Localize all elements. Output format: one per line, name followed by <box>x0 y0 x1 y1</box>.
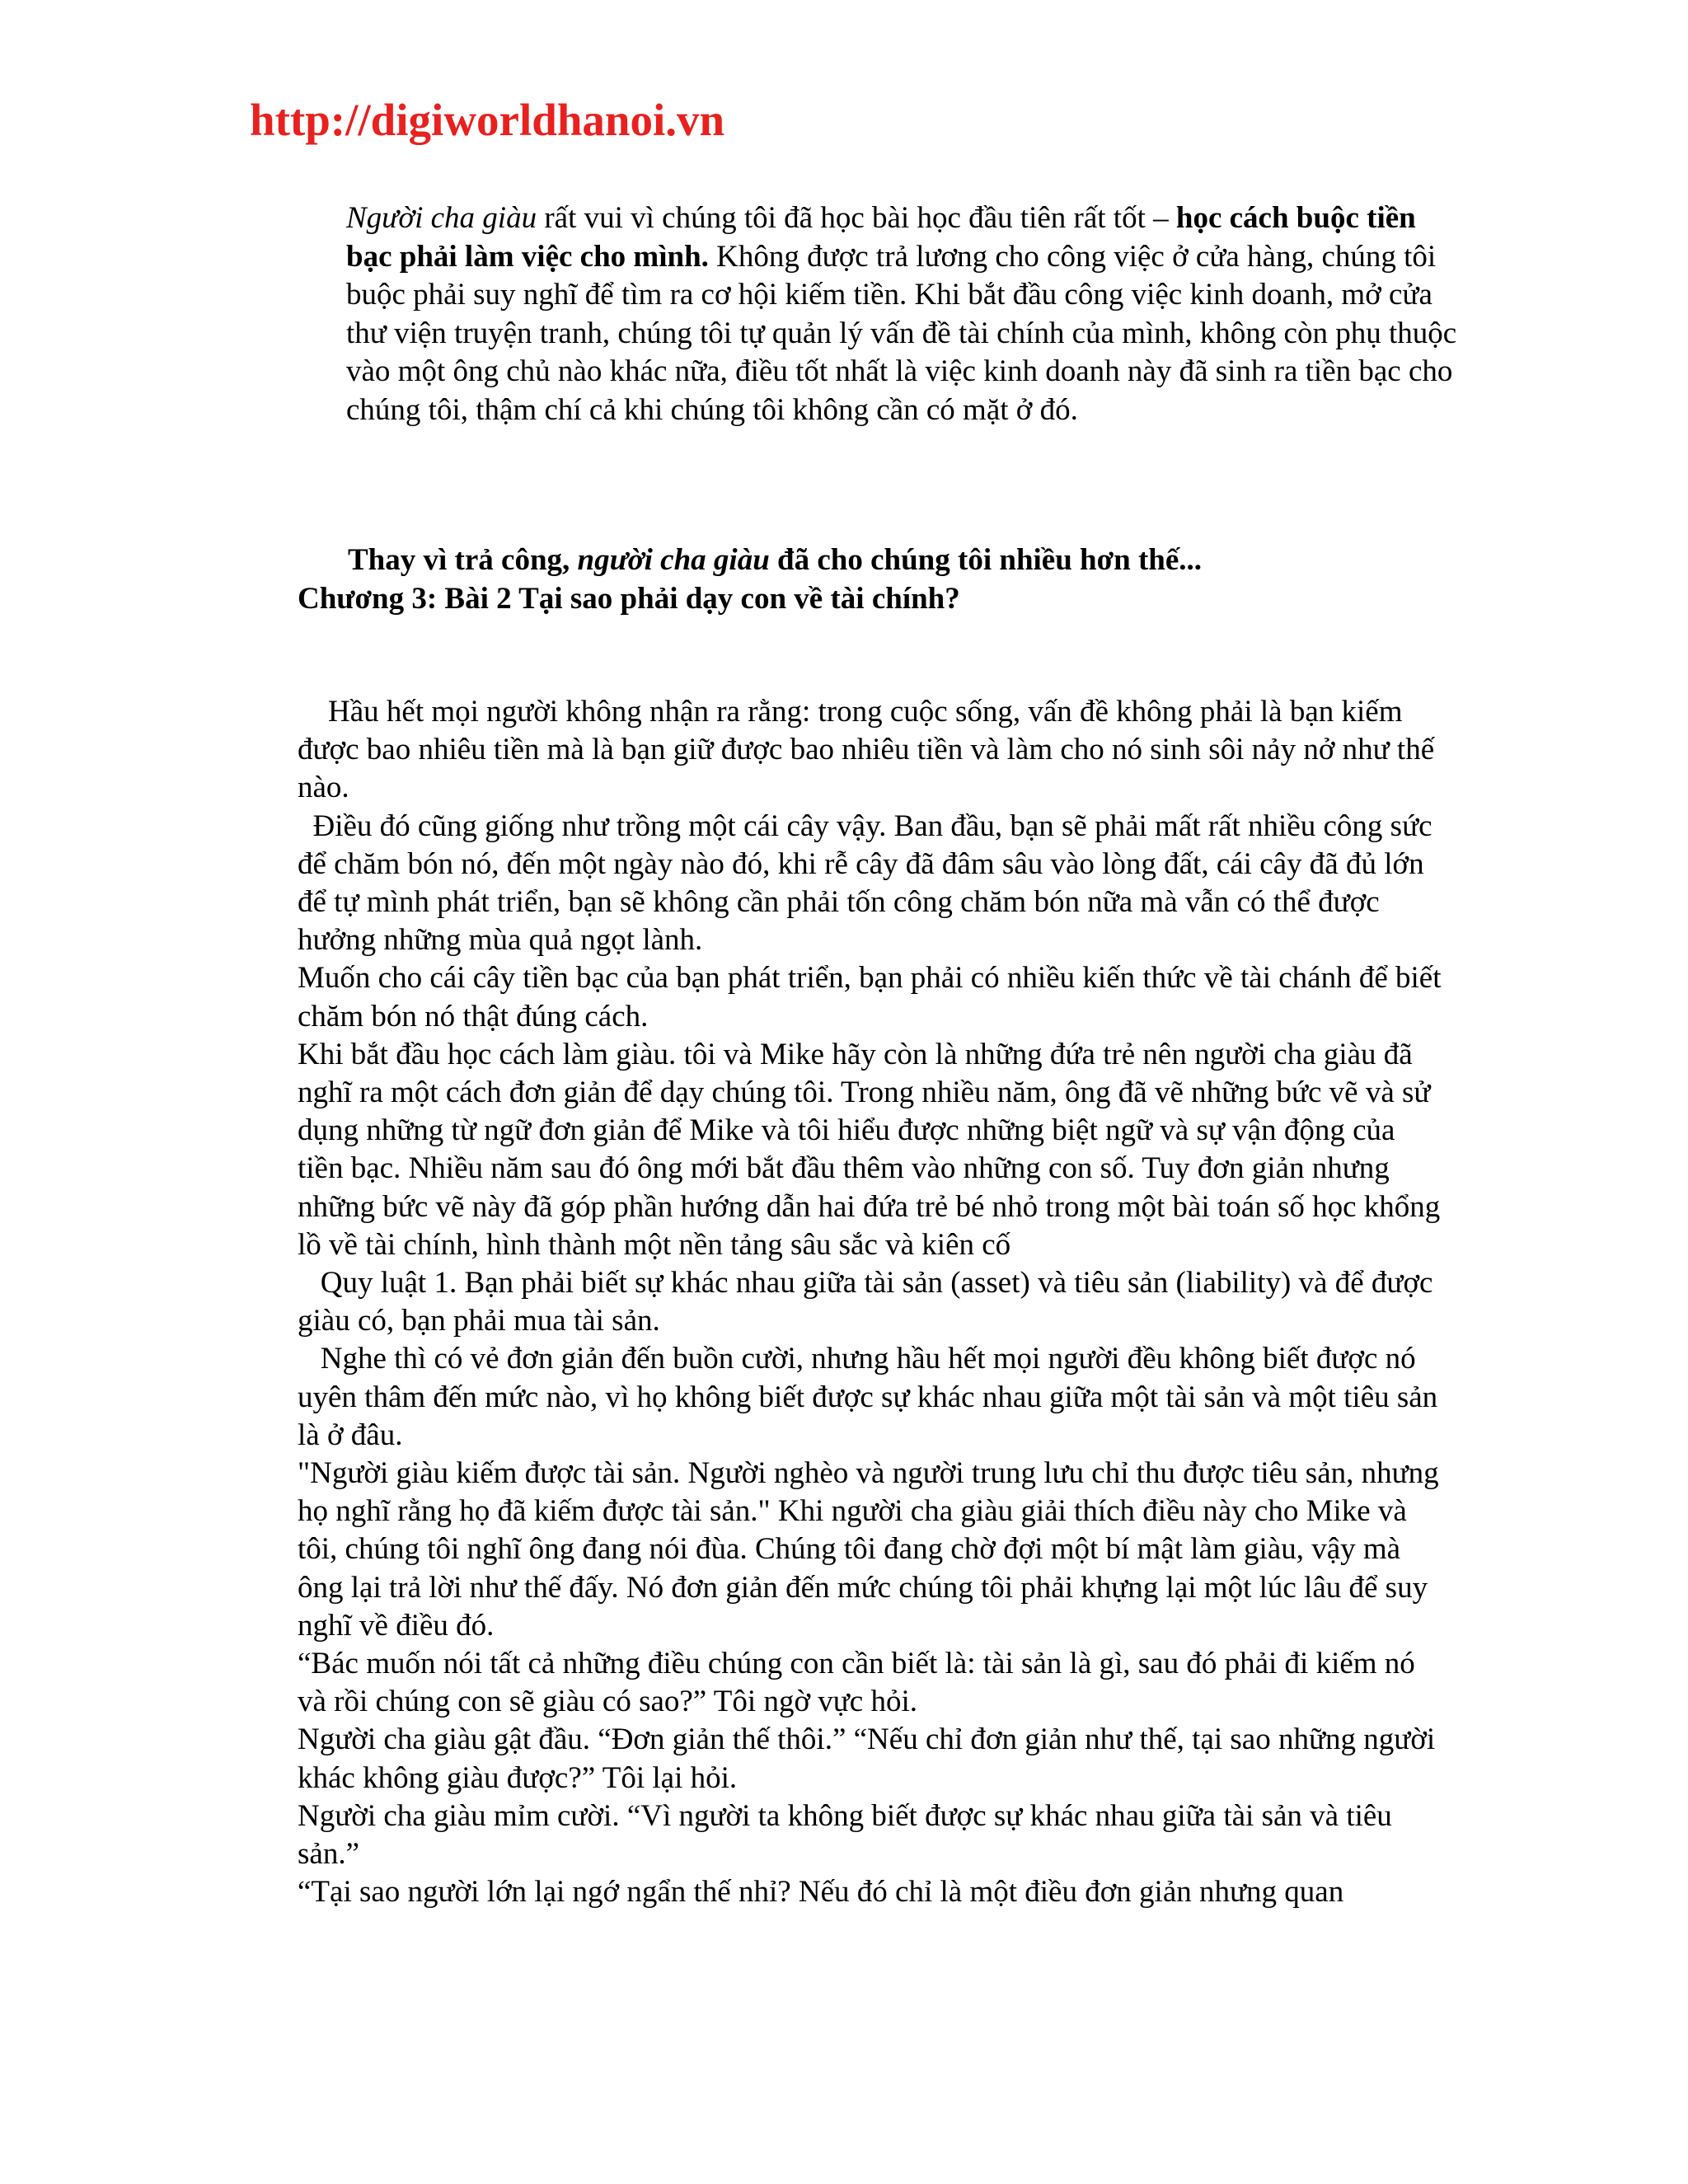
body-paragraph: Điều đó cũng giống như trồng một cái cây vậy. Ban đầu, bạn sẽ phải mất rất nhiều công sức để chăm bón nó, đến một ngày nào đó, khi rễ cây đã đâm sâu vào lòng đất, cái cây đã đủ lớn để tự mình phát triển, bạn sẽ không cần phải tốn công chăm bón nữa mà vẫn có thể được hưởng những mùa quả ngọt lành. <box>298 808 1432 958</box>
body-paragraph: Nghe thì có vẻ đơn giản đến buồn cười, nhưng hầu hết mọi người đều không biết được nó uyên thâm đến mức nào, vì họ không biết được sự khác nhau giữa một tài sản và một tiêu sản là ở đâu. <box>298 1342 1438 1452</box>
intro-text-a: rất vui vì chúng tôi đã học bài học đầu tiên rất tốt – <box>537 201 1176 235</box>
section-heading <box>348 541 1502 579</box>
body-paragraph: “Tại sao người lớn lại ngớ ngẩn thế nhỉ? Nếu đó chỉ là một điều đơn giản nhưng quan <box>298 1875 1344 1910</box>
body-paragraph: Người cha giàu gật đầu. “Đơn giản thế thôi.” “Nếu chỉ đơn giản như thế, tại sao những người khác không giàu được?” Tôi lại hỏi. <box>298 1722 1436 1795</box>
body-paragraph: Muốn cho cái cây tiền bạc của bạn phát triển, bạn phải có nhiều kiến thức về tài chánh để biết chăm bón nó thật đúng cách. <box>298 961 1442 1033</box>
site-url-header: http://digiworldhanoi.vn <box>250 95 725 145</box>
intro-text-b: Không được trả lương cho công việc ở cửa hàng, chúng tôi buộc phải suy nghĩ để tìm ra cơ hội kiếm tiền. Khi bắt đầu công việc kinh doanh, mở cửa thư viện truyện tranh, chúng tôi tự quản lý vấn đề tài chính của mình, không còn phụ thuộc vào một ông chủ nào khác nữa, điều tốt nhất là việc kinh doanh này đã sinh ra tiền bạc cho chúng tôi, thậm chí cả khi chúng tôi không cần có mặt ở đó. <box>346 239 1457 427</box>
intro-bold-phrase: học cách buộc tiền bạc phải làm việc cho mình. <box>346 201 1416 274</box>
body-paragraph: "Người giàu kiếm được tài sản. Người nghèo và người trung lưu chỉ thu được tiêu sản, nhưng họ nghĩ rằng họ đã kiếm được tài sản." Khi người cha giàu giải thích điều này cho Mike và tôi, chúng tôi nghĩ ông đang nói đùa. Chúng tôi đang chờ đợi một bí mật làm giàu, vậy mà ông lại trả lời như thế đấy. Nó đơn giản đến mức chúng tôi phải khựng lại một lúc lâu để suy nghĩ về điều đó. <box>298 1456 1439 1643</box>
intro-paragraph <box>346 199 1467 429</box>
body-paragraph: Hầu hết mọi người không nhận ra rằng: trong cuộc sống, vấn đề không phải là bạn kiếm được bao nhiêu tiền mà là bạn giữ được bao nhiêu tiền và làm cho nó sinh sôi nảy nở như thế nào. <box>298 695 1435 805</box>
intro-italic-lead: Người cha giàu <box>346 201 537 235</box>
body-paragraph: Khi bắt đầu học cách làm giàu. tôi và Mike hãy còn là những đứa trẻ nên người cha giàu đã nghĩ ra một cách đơn giản để dạy chúng tôi. Trong nhiều năm, ông đã vẽ những bức vẽ và sử dụng những từ ngữ đơn giản để Mike và tôi hiểu được những biệt ngữ và sự vận động của tiền bạc. Nhiều năm sau đó ông mới bắt đầu thêm vào những con số. Tuy đơn giản nhưng những bức vẽ này đã góp phần hướng dẫn hai đứa trẻ bé nhỏ trong một bài toán số học khổng lồ về tài chính, hình thành một nền tảng sâu sắc và kiên cố <box>298 1037 1441 1262</box>
heading-part-b: đã cho chúng tôi nhiều hơn thế... <box>769 543 1203 577</box>
chapter-title: Chương 3: Bài 2 Tại sao phải dạy con về tài chính? <box>298 582 960 616</box>
body-text <box>298 693 1447 1912</box>
body-paragraph: Quy luật 1. Bạn phải biết sự khác nhau giữa tài sản (asset) và tiêu sản (liability) và để được giàu có, bạn phải mua tài sản. <box>298 1266 1433 1338</box>
body-paragraph: “Bác muốn nói tất cả những điều chúng con cần biết là: tài sản là gì, sau đó phải đi kiếm nó và rồi chúng con sẽ giàu có sao?” Tôi ngờ vực hỏi. <box>298 1647 1415 1719</box>
heading-italic-part: người cha giàu <box>577 543 770 577</box>
body-paragraph: Người cha giàu mỉm cười. “Vì người ta không biết được sự khác nhau giữa tài sản và tiêu sản.” <box>298 1798 1392 1872</box>
heading-part-a: Thay vì trả công, <box>348 543 578 577</box>
